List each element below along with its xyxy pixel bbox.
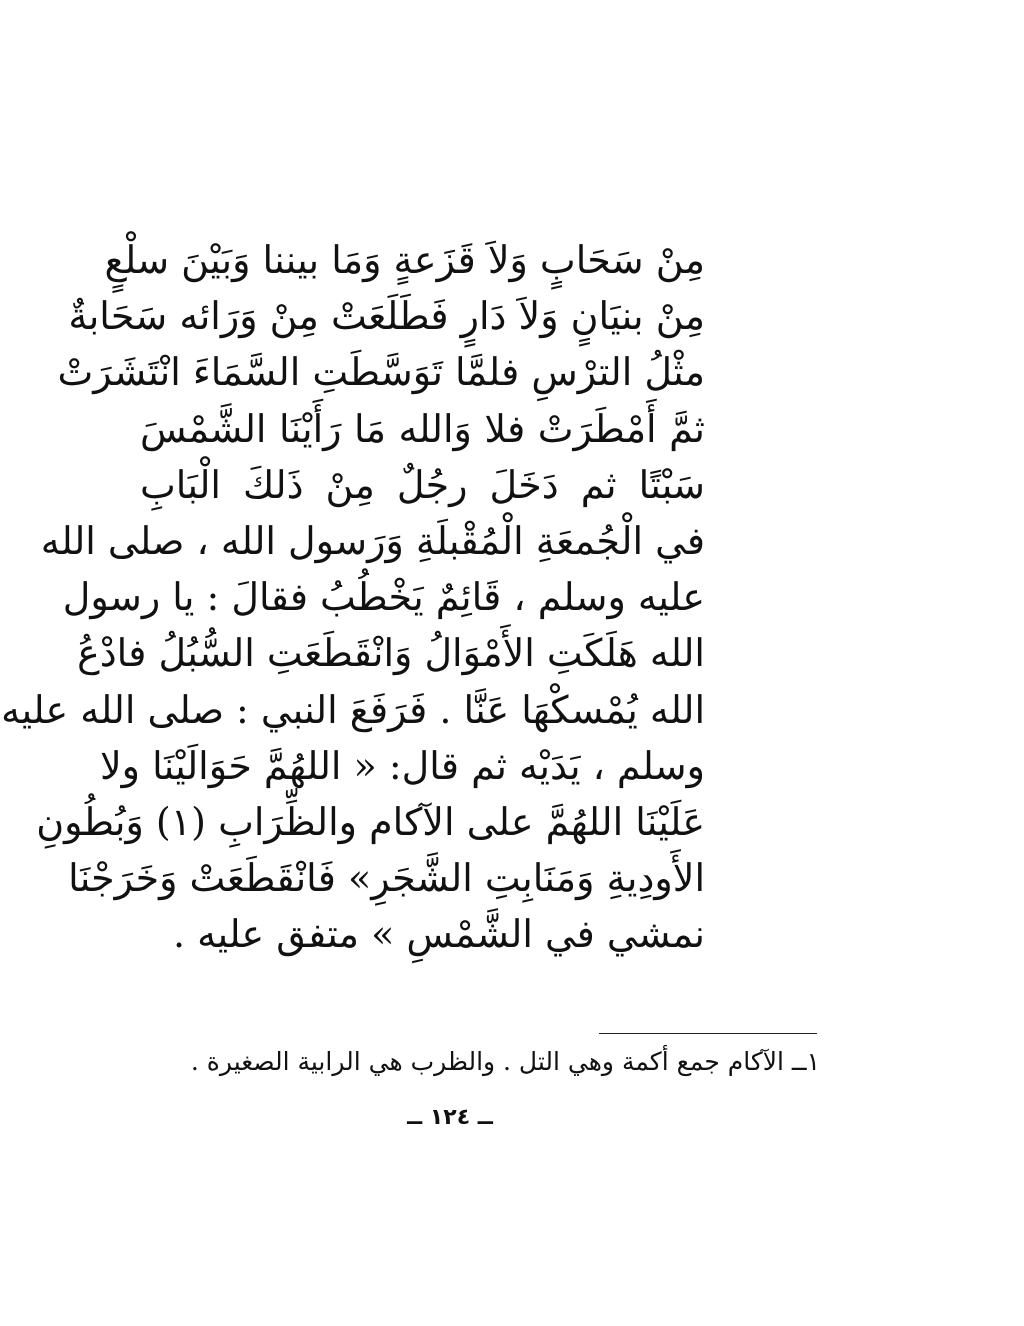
main-text: [1, 232, 705, 962]
text-line-1: مِنْ سَحَابٍ وَلاَ قَزَعةٍ وَمَا بيننا وَبَيْنَ سلْعٍ: [104, 238, 705, 282]
text-line-13: نمشي في الشَّمْسِ » متفق عليه .: [172, 912, 705, 957]
footnote: ١ــ الآكام جمع أكمة وهي التل . والظرب هي الرابية الصغيرة .: [190, 1047, 820, 1076]
text-line-7: عليه وسلم ، قَائِمٌ يَخْطُبُ فقالَ : يا رسول: [62, 575, 705, 620]
text-line-3: مثْلُ الترْسِ فلمَّا تَوَسَّطَتِ السَّمَاءَ انْتَشَرَتْ: [57, 350, 705, 395]
text-line-5: سَبْتًا ثم دَخَلَ رجُلٌ مِنْ ذَلكَ الْبَابِ: [140, 462, 705, 507]
page-number: ــ ١٢٤ ــ: [407, 1105, 493, 1130]
text-line-2: مِنْ بنيَانٍ وَلاَ دَارٍ فَطَلَعَتْ مِنْ وَرَائه سَحَابةٌ: [68, 294, 705, 339]
text-line-10: وسلم ، يَدَيْه ثم قال: « اللهُمَّ حَوَالَيْنَا ولا: [99, 743, 705, 788]
text-line-11: عَلَيْنَا اللهُمَّ على الآكام والظِّرَابِ (١) وَبُطُونِ: [36, 799, 705, 844]
text-line-8: الله هَلَكَتِ الأَمْوَالُ وَانْقَطَعَتِ السُّبُلُ فادْعُ: [77, 631, 705, 676]
footnote-separator: [599, 1033, 817, 1034]
text-line-12: الأَودِيةِ وَمَنَابِتِ الشَّجَرِ» فَانْقَطَعَتْ وَخَرَجْنَا: [68, 856, 705, 901]
text-line-6: في الْجُمعَةِ الْمُقْبلَةِ وَرَسول الله ، صلى الله: [40, 518, 705, 563]
text-line-4: ثمَّ أَمْطَرَتْ فلا وَالله مَا رَأَيْنَا الشَّمْسَ: [140, 406, 705, 451]
text-line-9: الله يُمْسكْهَا عَنَّا . فَرَفَعَ النبي : صلى الله عليه: [1, 687, 705, 732]
